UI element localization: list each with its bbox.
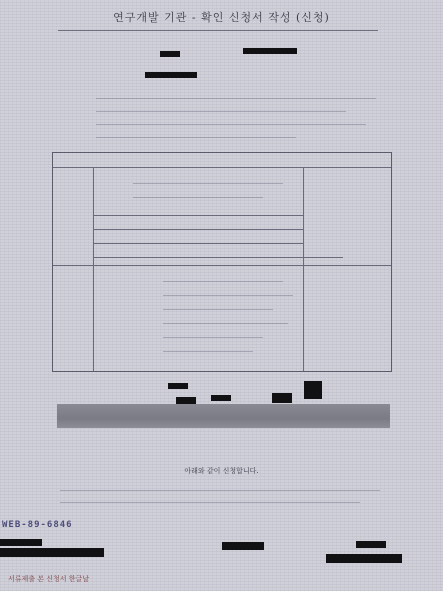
redaction-block xyxy=(168,383,188,389)
illegible-text-line xyxy=(60,502,360,503)
footer-note: 서류제출 본 신청서 한글날 xyxy=(8,575,90,583)
table-rule xyxy=(93,167,94,265)
redaction-block xyxy=(222,542,264,550)
illegible-text-line xyxy=(60,490,380,491)
illegible-text-line xyxy=(163,309,273,310)
redaction-block xyxy=(356,541,386,548)
table-rule xyxy=(93,265,94,371)
table-rule xyxy=(93,243,303,244)
illegible-text-line xyxy=(96,111,346,112)
date-stamp: WEB-89-6846 xyxy=(2,520,73,530)
table-rule xyxy=(93,229,303,230)
redaction-block xyxy=(0,548,104,557)
redaction-block xyxy=(304,381,322,399)
title-rule xyxy=(58,30,378,31)
illegible-text-line xyxy=(96,98,376,99)
document-title: 연구개발 기관 - 확인 신청서 작성 (신청) xyxy=(113,11,330,24)
redaction-block xyxy=(272,393,292,403)
illegible-text-line xyxy=(96,137,296,138)
table-rule xyxy=(53,167,391,168)
redaction-block xyxy=(243,48,297,54)
illegible-text-line xyxy=(133,183,283,184)
illegible-text-line xyxy=(163,295,293,296)
illegible-text-line xyxy=(133,197,263,198)
table-rule xyxy=(303,167,304,371)
table-rule xyxy=(53,265,391,266)
redaction-block xyxy=(211,395,231,401)
bottom-note: 아래와 같이 신청합니다. xyxy=(184,467,259,475)
illegible-text-line xyxy=(163,323,288,324)
form-table xyxy=(52,152,392,372)
table-rule xyxy=(93,257,343,258)
illegible-text-line xyxy=(96,124,366,125)
illegible-text-line xyxy=(163,281,283,282)
illegible-text-line xyxy=(163,337,263,338)
scan-shadow-band xyxy=(57,404,390,428)
redaction-block xyxy=(326,554,402,563)
redaction-block xyxy=(160,51,180,57)
redaction-block xyxy=(145,72,197,78)
illegible-text-line xyxy=(163,351,253,352)
redaction-block xyxy=(0,539,42,546)
table-rule xyxy=(93,215,303,216)
